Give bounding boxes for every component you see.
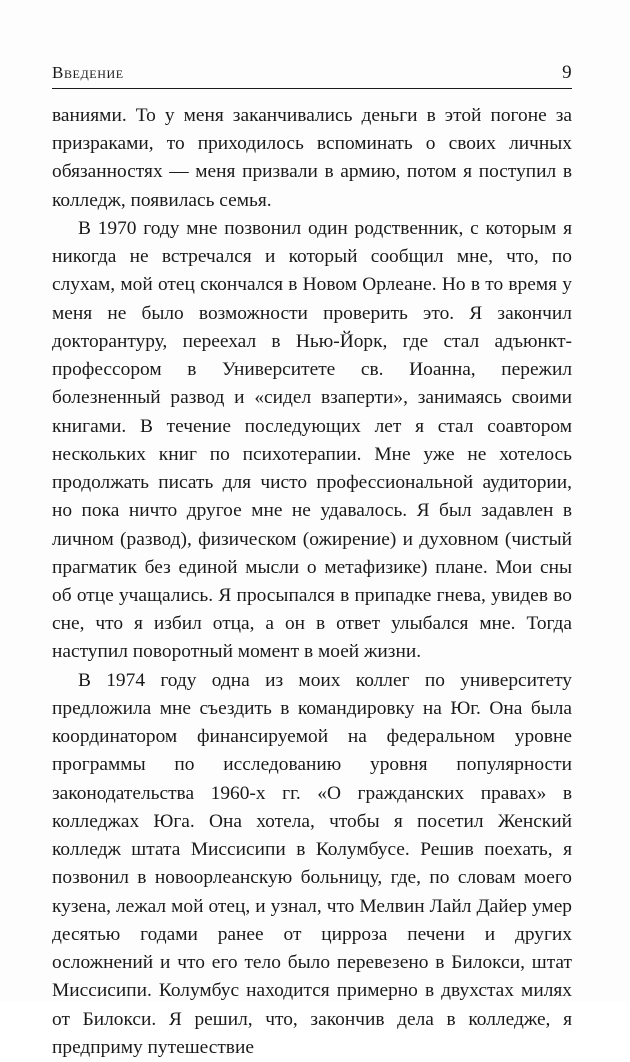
paragraph: ваниями. То у меня заканчивались деньги в этой погоне за призраками, то приходилось вспоминать о своих личных обязанностях — меня призвали в армию, потом я поступил в колледж, появилась семья.	[52, 105, 572, 211]
paragraph: В 1970 году мне позвонил один родственник, с которым я никогда не встречался и который сообщил мне, что, по слухам, мой отец скончался в Новом Орлеане. Но в то время у меня не было возможности проверить это. Я закончил докторантуру, переехал в Нью-Йорк, где стал адъюнкт-профессором в Университете св. Иоанна, пережил болезненный развод и «сидел взаперти», занимаясь своими книгами. В течение последующих лет я стал соавтором нескольких книг по психотерапии. Мне уже не хотелось продолжать писать для чисто профессиональной аудитории, но пока ничто другое мне не удавалось. Я был задавлен в личном (развод), физическом (ожирение) и духовном (чистый прагматик без единой мысли о метафизике) плане. Мои сны об отце учащались. Я просыпался в припадке гнева, увидев во сне, что я избил отца, а он в ответ улыбался мне. Тогда наступил поворотный момент в моей жизни.	[52, 217, 572, 663]
chapter-title: Введение	[52, 63, 124, 82]
page-number: 9	[562, 62, 572, 83]
running-head	[52, 62, 572, 84]
header-rule	[52, 88, 572, 89]
paragraph: В 1974 году одна из моих коллег по университету предложила мне съездить в командировку на Юг. Она была координатором финансируемой на федеральном уровне программы по исследованию уровня популярности законодательства 1960-х гг. «О гражданских правах» в колледжах Юга. Она хотела, чтобы я посетил Женский колледж штата Миссисипи в Колумбусе. Решив поехать, я позвонил в новоорлеанскую больницу, где, по словам моего кузена, лежал мой отец, и узнал, что Мелвин Лайл Дайер умер десятью годами ранее от цирроза печени и других осложнений и что его тело было перевезено в Билокси, штат Миссисипи. Колумбус находится примерно в двухстах милях от Билокси. Я решил, что, закончив дела в колледже, я предприму путешествие	[52, 669, 572, 1058]
body-text	[52, 102, 572, 1062]
